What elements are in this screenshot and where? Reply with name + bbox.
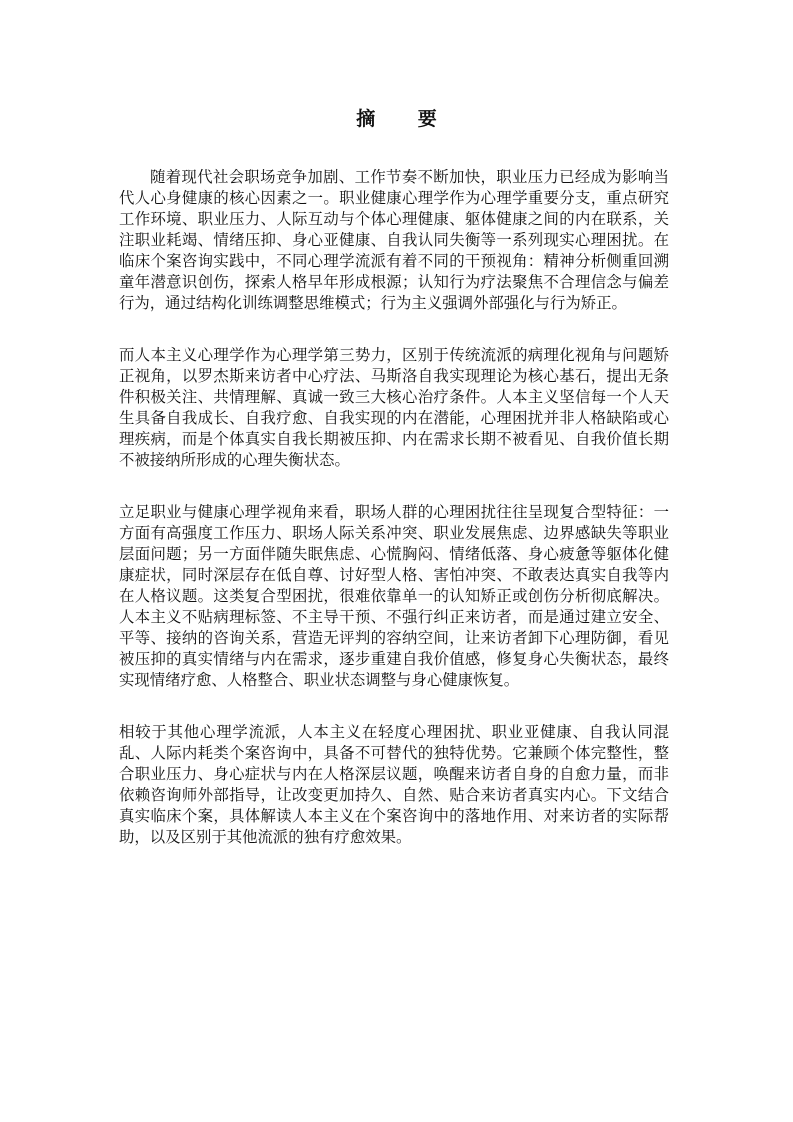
abstract-paragraph-1: 随着现代社会职场竞争加剧、工作节奏不断加快，职业压力已经成为影响当代人心身健康的核心因素之一。职业健康心理学作为心理学重要分支，重点研究工作环境、职业压力、人际互动与个体心理健康、躯体健康之间的内在联系，关注职业耗竭、情绪压抑、身心亚健康、自我认同失衡等一系列现实心理困扰。在临床个案咨询实践中，不同心理学流派有着不同的干预视角：精神分析侧重回溯童年潜意识创伤，探索人格早年形成根源；认知行为疗法聚焦不合理信念与偏差行为，通过结构化训练调整思维模式；行为主义强调外部强化与行为矫正。	[119, 168, 669, 312]
abstract-paragraph-4: 相较于其他心理学流派，人本主义在轻度心理困扰、职业亚健康、自我认同混乱、人际内耗类个案咨询中，具备不可替代的独特优势。它兼顾个体完整性，整合职业压力、身心症状与内在人格深层议题，唤醒来访者自身的自愈力量，而非依赖咨询师外部指导，让改变更加持久、自然、贴合来访者真实内心。下文结合真实临床个案，具体解读人本主义在个案咨询中的落地作用、对来访者的实际帮助，以及区别于其他流派的独有疗愈效果。	[119, 723, 669, 846]
abstract-paragraph-3: 立足职业与健康心理学视角来看，职场人群的心理困扰往往呈现复合型特征：一方面有高强度工作压力、职场人际关系冲突、职业发展焦虑、边界感缺失等职业层面问题；另一方面伴随失眠焦虑、心慌胸闷、情绪低落、身心疲惫等躯体化健康症状，同时深层存在低自尊、讨好型人格、害怕冲突、不敢表达真实自我等内在人格议题。这类复合型困扰，很难依靠单一的认知矫正或创伤分析彻底解决。人本主义不贴病理标签、不主导干预、不强行纠正来访者，而是通过建立安全、平等、接纳的咨询关系，营造无评判的容纳空间，让来访者卸下心理防御，看见被压抑的真实情绪与内在需求，逐步重建自我价值感，修复身心失衡状态，最终实现情绪疗愈、人格整合、职业状态调整与身心健康恢复。	[119, 503, 669, 689]
abstract-paragraph-2: 而人本主义心理学作为心理学第三势力，区别于传统流派的病理化视角与问题矫正视角，以罗杰斯来访者中心疗法、马斯洛自我实现理论为核心基石，提出无条件积极关注、共情理解、真诚一致三大核心治疗条件。人本主义坚信每一个人天生具备自我成长、自我疗愈、自我实现的内在潜能，心理困扰并非人格缺陷或心理疾病，而是个体真实自我长期被压抑、内在需求长期不被看见、自我价值长期不被接纳所形成的心理失衡状态。	[119, 346, 669, 469]
abstract-title: 摘 要	[356, 108, 455, 130]
